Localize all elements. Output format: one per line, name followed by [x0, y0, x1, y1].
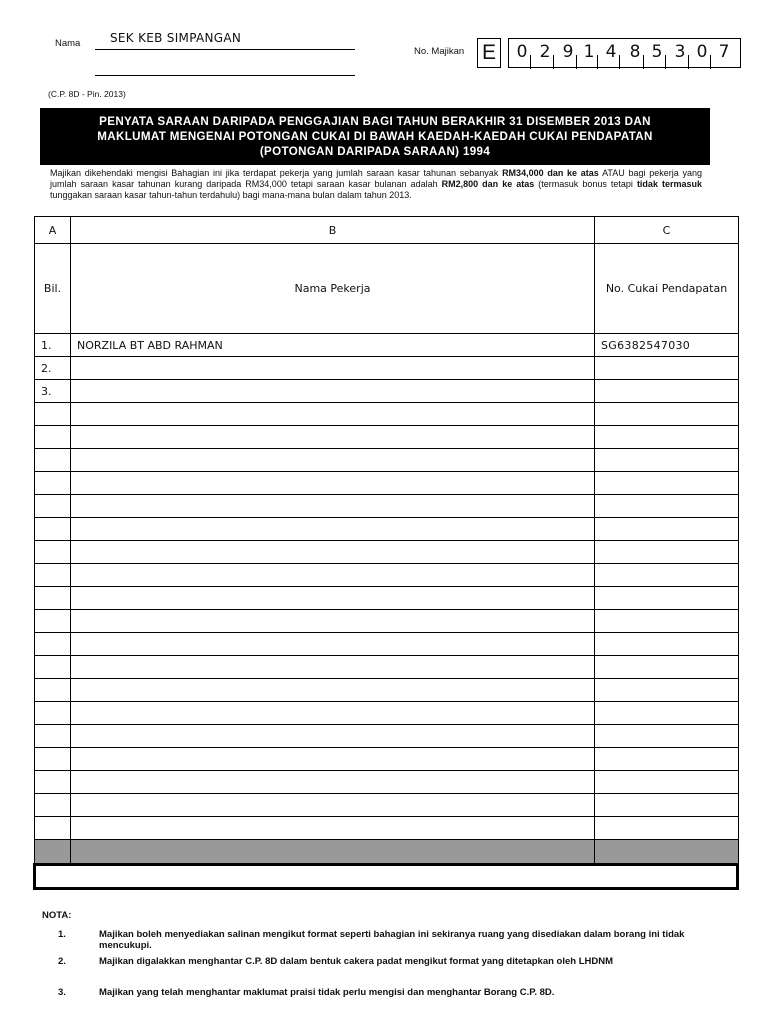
row-bil-cell[interactable] [35, 518, 71, 541]
row-nama-cell[interactable] [71, 426, 595, 449]
table-row [35, 656, 739, 679]
row-bil-cell[interactable] [35, 426, 71, 449]
row-cukai-cell[interactable] [595, 679, 739, 702]
table-row [35, 495, 739, 518]
row-cukai-cell[interactable] [595, 656, 739, 679]
table-row [35, 771, 739, 794]
row-cukai-cell[interactable] [595, 564, 739, 587]
table-row [35, 587, 739, 610]
row-cukai-cell[interactable] [595, 610, 739, 633]
column-letter: A [35, 217, 71, 244]
row-nama-cell[interactable] [71, 541, 595, 564]
row-cukai-cell[interactable] [595, 633, 739, 656]
row-cukai-cell[interactable] [595, 541, 739, 564]
nama-label: Nama [55, 38, 81, 49]
row-nama-cell[interactable] [71, 679, 595, 702]
row-nama-cell[interactable] [71, 564, 595, 587]
row-nama-cell[interactable] [71, 472, 595, 495]
table-row [35, 725, 739, 748]
table-row [35, 380, 739, 403]
column-title-nama: Nama Pekerja [71, 244, 595, 334]
table-row [35, 541, 739, 564]
row-nama-cell[interactable] [71, 380, 595, 403]
table-row [35, 472, 739, 495]
nama-underline-1 [95, 49, 355, 50]
table-row [35, 633, 739, 656]
total-row [35, 840, 739, 865]
row-nama-cell[interactable] [71, 794, 595, 817]
table-row [35, 403, 739, 426]
employee-table [34, 216, 739, 865]
majikan-digit: 7 [718, 42, 730, 62]
row-cukai-cell[interactable] [595, 794, 739, 817]
table-row [35, 564, 739, 587]
column-letter: B [71, 217, 595, 244]
majikan-label: No. Majikan [414, 46, 465, 57]
title-line-1: PENYATA SARAAN DARIPADA PENGGAJIAN BAGI TAHUN BERAKHIR 31 DISEMBER 2013 DAN [99, 115, 651, 128]
row-nama-cell[interactable]: NORZILA BT ABD RAHMAN [71, 334, 595, 357]
row-nama-cell[interactable] [71, 357, 595, 380]
table-row [35, 334, 739, 357]
row-nama-cell[interactable] [71, 449, 595, 472]
row-nama-cell[interactable] [71, 702, 595, 725]
row-bil-cell[interactable] [35, 679, 71, 702]
majikan-digit: 2 [535, 42, 555, 62]
table-row [35, 610, 739, 633]
row-cukai-cell[interactable] [595, 771, 739, 794]
row-cukai-cell[interactable] [595, 357, 739, 380]
row-bil-cell[interactable] [35, 702, 71, 725]
row-nama-cell[interactable] [71, 633, 595, 656]
row-cukai-cell[interactable] [595, 725, 739, 748]
table-row [35, 748, 739, 771]
nama-underline-2 [95, 75, 355, 76]
row-bil-cell[interactable]: 1. [35, 334, 71, 357]
row-bil-cell[interactable] [35, 725, 71, 748]
row-nama-cell[interactable] [71, 748, 595, 771]
row-bil-cell[interactable] [35, 449, 71, 472]
row-bil-cell[interactable] [35, 495, 71, 518]
row-cukai-cell[interactable] [595, 702, 739, 725]
column-title-row [35, 244, 739, 334]
row-nama-cell[interactable] [71, 771, 595, 794]
form-title-banner [40, 108, 710, 165]
total-cell [71, 840, 595, 865]
row-bil-cell[interactable] [35, 610, 71, 633]
column-title-cukai: No. Cukai Pendapatan [595, 244, 739, 334]
majikan-number-box[interactable] [508, 38, 741, 68]
row-cukai-cell[interactable] [595, 587, 739, 610]
row-nama-cell[interactable] [71, 518, 595, 541]
table-row [35, 426, 739, 449]
row-bil-cell[interactable] [35, 748, 71, 771]
row-bil-cell[interactable] [35, 771, 71, 794]
majikan-prefix-box[interactable]: E [477, 38, 501, 68]
nota-text: Majikan yang telah menghantar maklumat praisi tidak perlu mengisi dan menghantar Borang C.P. 8D. [99, 987, 555, 998]
title-line-3: (POTONGAN DARIPADA SARAAN) 1994 [259, 145, 491, 158]
row-bil-cell[interactable] [35, 564, 71, 587]
row-bil-cell[interactable]: 3. [35, 380, 71, 403]
row-cukai-cell[interactable] [595, 495, 739, 518]
row-cukai-cell[interactable] [595, 426, 739, 449]
majikan-digit: 3 [670, 42, 690, 62]
nota-text: Majikan digalakkan menghantar C.P. 8D dalam bentuk cakera padat mengikut format yang ditetapkan oleh LHDNM [99, 956, 614, 967]
table-row [35, 794, 739, 817]
row-nama-cell[interactable] [71, 610, 595, 633]
majikan-digit: 0 [692, 42, 712, 62]
table-row [35, 679, 739, 702]
row-cukai-cell[interactable] [595, 449, 739, 472]
column-title-bil: Bil. [35, 244, 71, 334]
row-cukai-cell[interactable]: SG6382547030 [595, 334, 739, 357]
row-cukai-cell[interactable] [595, 518, 739, 541]
majikan-digit: 1 [579, 42, 599, 62]
row-bil-cell[interactable] [35, 656, 71, 679]
instructions-paragraph: Majikan dikehendaki mengisi Bahagian ini jika terdapat pekerja yang jumlah saraan kasar tahunan sebanyak RM34,000 dan ke atas ATAU bagi pekerja yang jumlah saraan kasar tahunan kurang daripada RM34,000 tetapi saraan kasar bulanan adalah RM2,800 dan ke atas (termasuk bonus tetapi tidak termasuk tunggakan saraan kasar tahun-tahun terdahulu) bagi mana-mana bulan dalam tahun 2013. [50, 168, 702, 200]
row-cukai-cell[interactable] [595, 403, 739, 426]
row-bil-cell[interactable] [35, 794, 71, 817]
column-letter-row [35, 217, 739, 244]
table-row [35, 518, 739, 541]
row-cukai-cell[interactable] [595, 748, 739, 771]
row-nama-cell[interactable] [71, 587, 595, 610]
row-nama-cell[interactable] [71, 817, 595, 840]
row-cukai-cell[interactable] [595, 472, 739, 495]
row-bil-cell[interactable] [35, 633, 71, 656]
form-reference: (C.P. 8D - Pin. 2013) [48, 89, 126, 99]
table-row [35, 702, 739, 725]
total-cell [35, 840, 71, 865]
row-cukai-cell[interactable] [595, 380, 739, 403]
table-row [35, 449, 739, 472]
row-nama-cell[interactable] [71, 403, 595, 426]
nota-number: 3. [58, 987, 66, 998]
row-nama-cell[interactable] [71, 656, 595, 679]
total-row-frame [33, 863, 739, 890]
row-nama-cell[interactable] [71, 495, 595, 518]
row-bil-cell[interactable] [35, 541, 71, 564]
row-bil-cell[interactable] [35, 817, 71, 840]
majikan-digit: 5 [647, 42, 667, 62]
nama-value[interactable]: SEK KEB SIMPANGAN [110, 31, 242, 45]
nota-text: Majikan boleh menyediakan salinan mengikut format seperti bahagian ini sekiranya ruang yang disediakan dalam borang ini tidak mencukupi. [99, 929, 685, 951]
column-letter: C [595, 217, 739, 244]
majikan-digit: 8 [625, 42, 645, 62]
row-nama-cell[interactable] [71, 725, 595, 748]
nota-number: 1. [58, 929, 66, 940]
table-row [35, 817, 739, 840]
row-bil-cell[interactable] [35, 472, 71, 495]
table-row [35, 357, 739, 380]
majikan-digit: 4 [601, 42, 621, 62]
majikan-digit: 0 [512, 42, 532, 62]
nota-number: 2. [58, 956, 66, 967]
total-cell [595, 840, 739, 865]
row-cukai-cell[interactable] [595, 817, 739, 840]
row-bil-cell[interactable] [35, 403, 71, 426]
row-bil-cell[interactable]: 2. [35, 357, 71, 380]
row-bil-cell[interactable] [35, 587, 71, 610]
nota-title: NOTA: [42, 910, 72, 921]
majikan-digit: 9 [558, 42, 578, 62]
title-line-2: MAKLUMAT MENGENAI POTONGAN CUKAI DI BAWAH KAEDAH-KAEDAH CUKAI PENDAPATAN [97, 130, 653, 143]
